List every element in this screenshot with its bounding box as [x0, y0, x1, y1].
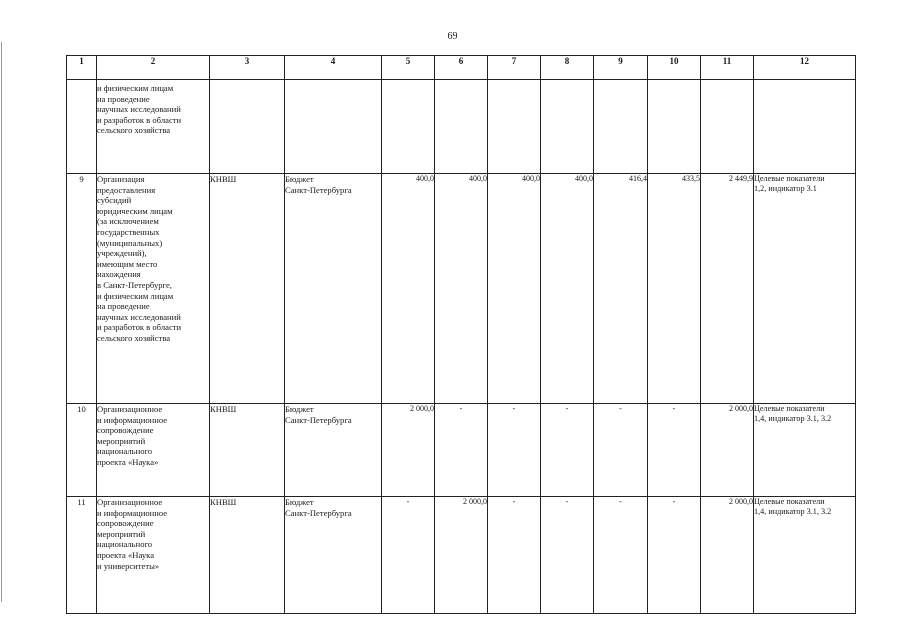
- funding-source: Бюджет Санкт-Петербурга: [285, 174, 382, 404]
- column-header: 7: [488, 56, 541, 80]
- target-indicators: Целевые показатели 1,2, индикатор 3.1: [754, 174, 856, 404]
- amount-col-8: [541, 80, 594, 174]
- amount-col-10: -: [648, 497, 701, 614]
- amount-col-5: 2 000,0: [382, 404, 435, 497]
- column-header: 1: [67, 56, 97, 80]
- amount-col-7: -: [488, 404, 541, 497]
- activity-description: и физическим лицам на проведение научных исследований и разработок в области сельского хозяйства: [97, 80, 210, 174]
- table-row: [67, 174, 856, 404]
- row-number: [67, 80, 97, 174]
- column-header: 2: [97, 56, 210, 80]
- funding-source: Бюджет Санкт-Петербурга: [285, 404, 382, 497]
- responsible-executor: [210, 80, 285, 174]
- amount-col-5: -: [382, 497, 435, 614]
- amount-col-6: 400,0: [435, 174, 488, 404]
- amount-col-9: -: [594, 497, 648, 614]
- amount-col-9: -: [594, 404, 648, 497]
- amount-col-8: -: [541, 497, 594, 614]
- column-header: 12: [754, 56, 856, 80]
- amount-col-10: [648, 80, 701, 174]
- responsible-executor: КНВШ: [210, 497, 285, 614]
- amount-col-7: 400,0: [488, 174, 541, 404]
- amount-col-7: -: [488, 497, 541, 614]
- activity-description: Организационное и информационное сопровождение мероприятий национального проекта «Наука»: [97, 404, 210, 497]
- column-header: 8: [541, 56, 594, 80]
- amount-col-9: [594, 80, 648, 174]
- amount-col-5: [382, 80, 435, 174]
- scan-edge-line: [1, 42, 2, 602]
- amount-col-10: 433,5: [648, 174, 701, 404]
- responsible-executor: КНВШ: [210, 174, 285, 404]
- table-row: [67, 404, 856, 497]
- target-indicators: Целевые показатели 1,4, индикатор 3.1, 3.2: [754, 404, 856, 497]
- funding-source: Бюджет Санкт-Петербурга: [285, 497, 382, 614]
- target-indicators: Целевые показатели 1,4, индикатор 3.1, 3.2: [754, 497, 856, 614]
- row-number: 9: [67, 174, 97, 404]
- row-number: 11: [67, 497, 97, 614]
- table-row-continuation: [67, 80, 856, 174]
- column-header: 10: [648, 56, 701, 80]
- program-activities-table: [66, 55, 856, 614]
- table-header-row: [67, 56, 856, 80]
- amount-total: 2 449,9: [701, 174, 754, 404]
- activity-description: Организационное и информационное сопровождение мероприятий национального проекта «Наука и университеты»: [97, 497, 210, 614]
- amount-total: 2 000,0: [701, 497, 754, 614]
- funding-source: [285, 80, 382, 174]
- page-number: 69: [447, 31, 458, 42]
- amount-total: 2 000,0: [701, 404, 754, 497]
- amount-col-6: 2 000,0: [435, 497, 488, 614]
- amount-col-6: -: [435, 404, 488, 497]
- column-header: 3: [210, 56, 285, 80]
- amount-col-9: 416,4: [594, 174, 648, 404]
- amount-col-10: -: [648, 404, 701, 497]
- column-header: 6: [435, 56, 488, 80]
- column-header: 5: [382, 56, 435, 80]
- column-header: 9: [594, 56, 648, 80]
- amount-col-7: [488, 80, 541, 174]
- row-number: 10: [67, 404, 97, 497]
- table-row: [67, 497, 856, 614]
- amount-col-6: [435, 80, 488, 174]
- target-indicators: [754, 80, 856, 174]
- amount-col-5: 400,0: [382, 174, 435, 404]
- amount-col-8: 400,0: [541, 174, 594, 404]
- activity-description: Организация предоставления субсидий юридическим лицам (за исключением государственных (муниципальных) учреждений), имеющим место нахождения в Санкт-Петербурге, и физическим лицам на проведение научных исследований и разработок в области сельского хозяйства: [97, 174, 210, 404]
- responsible-executor: КНВШ: [210, 404, 285, 497]
- amount-col-8: -: [541, 404, 594, 497]
- column-header: 11: [701, 56, 754, 80]
- column-header: 4: [285, 56, 382, 80]
- amount-total: [701, 80, 754, 174]
